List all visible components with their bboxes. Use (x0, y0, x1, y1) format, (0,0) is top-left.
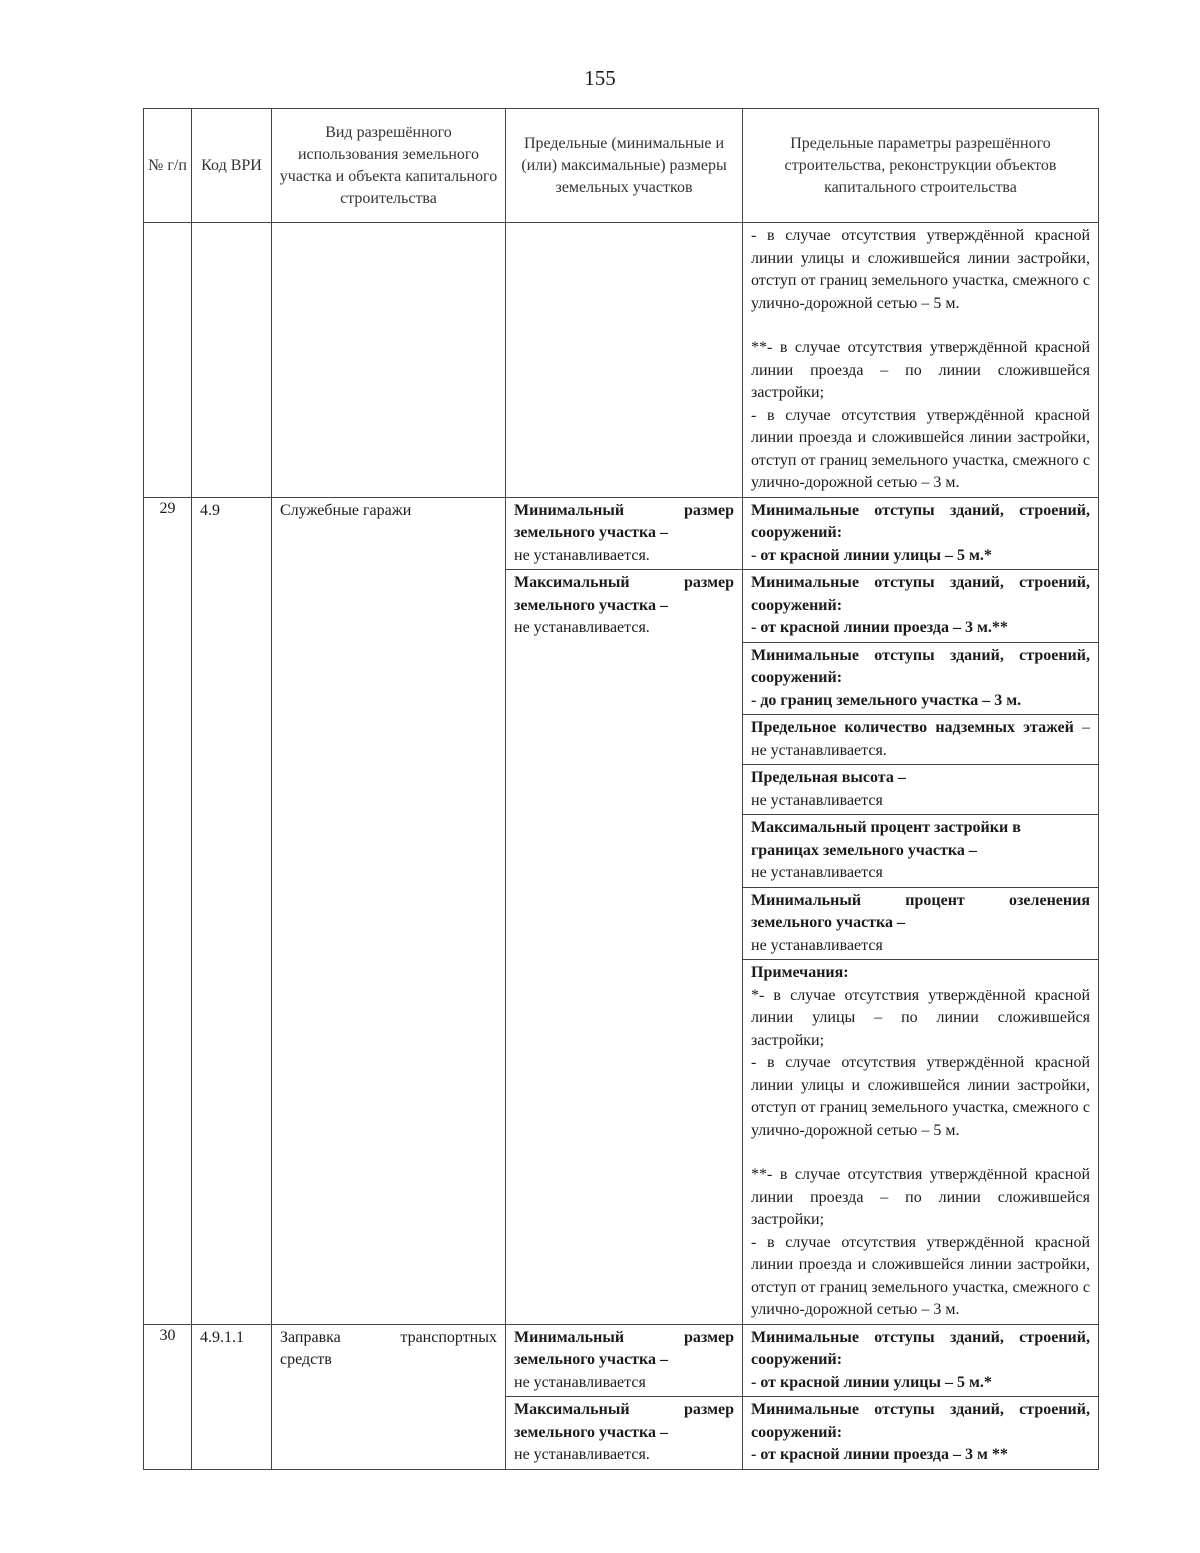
continuation-paragraph: **- в случае отсутствия утверждённой красной линии проезда – по линии сложившейся застройки; (751, 339, 1090, 401)
param-label: Минимальные отступы зданий, строений, сооружений: (751, 574, 1090, 614)
min-size-value: не устанавливается. (514, 546, 650, 564)
page-number: 155 (584, 66, 616, 90)
param-label: Минимальные отступы зданий, строений, сооружений: (751, 1401, 1090, 1441)
continuation-paragraph: - в случае отсутствия утверждённой красной линии улицы и сложившейся линии застройки, отступ от границ земельного участка, смежного с улично-дорожной сетью – 5 м. (751, 227, 1090, 312)
min-size-value: не устанавливается (514, 1373, 646, 1391)
table-row-29 (144, 497, 1099, 570)
row-type-name: Заправка транспортных средств (280, 1328, 497, 1368)
param-cell (743, 815, 1098, 887)
row-number: 29 (144, 497, 192, 1324)
notes-cell (743, 960, 1098, 1324)
max-size-cell (506, 570, 742, 642)
header-row (144, 109, 1099, 223)
param-label: Предельное количество надземных этажей (751, 719, 1074, 736)
continuation-row (144, 223, 1099, 498)
table-row-30 (144, 1324, 1099, 1397)
min-size-cell (506, 1325, 742, 1397)
param-cell (743, 643, 1098, 715)
param-value: не устанавливается (751, 936, 883, 954)
param-cell (743, 765, 1098, 814)
param-value: не устанавливается (751, 791, 883, 809)
param-value: - от красной линии улицы – 5 м.* (751, 1373, 992, 1391)
row-number: 30 (144, 1324, 192, 1469)
notes-title: Примечания: (751, 964, 849, 981)
param-value: - от красной линии проезда – 3 м.** (751, 619, 1008, 636)
max-size-cell (506, 1397, 742, 1469)
regulations-table (143, 108, 1099, 1470)
min-size-label: Минимальный размер земельного участка – (514, 501, 734, 541)
header-sizes: Предельные (минимальные и (или) максимальные) размеры земельных участков (506, 109, 743, 223)
header-num: № г/п (144, 109, 192, 223)
row-code: 4.9 (200, 501, 220, 519)
param-value: - до границ земельного участка – 3 м. (751, 691, 1022, 709)
param-cell (743, 1397, 1098, 1469)
param-label: Предельная высота – (751, 769, 906, 786)
param-cell (743, 498, 1098, 570)
param-value: - от красной линии улицы – 5 м.* (751, 546, 992, 564)
row-code: 4.9.1.1 (200, 1328, 244, 1346)
param-label: Минимальные отступы зданий, строений, сооружений: (751, 501, 1090, 541)
row-type-name: Служебные гаражи (280, 501, 412, 519)
param-label: Максимальный процент застройки в границах земельного участка – (751, 819, 1021, 859)
continuation-paragraph: - в случае отсутствия утверждённой красной линии проезда и сложившейся линии застройки, отступ от границ земельного участка, смежного с улично-дорожной сетью – 3 м. (751, 406, 1090, 491)
max-size-label: Максимальный размер земельного участка – (514, 574, 734, 614)
param-label: Минимальные отступы зданий, строений, сооружений: (751, 646, 1090, 686)
param-label: Минимальный процент озеленения земельного участка – (751, 891, 1090, 931)
header-code: Код ВРИ (192, 109, 272, 223)
max-size-value: не устанавливается. (514, 1446, 650, 1463)
param-cell (743, 1325, 1098, 1397)
header-type: Вид разрешённого использования земельного участка и объекта капитального строительства (272, 109, 506, 223)
header-params: Предельные параметры разрешённого строительства, реконструкции объектов капитального строительства (743, 109, 1099, 223)
max-size-value: не устанавливается. (514, 619, 650, 636)
note-item: - в случае отсутствия утверждённой красной линии проезда и сложившейся линии застройки, отступ от границ земельного участка, смежного с улично-дорожной сетью – 3 м. (751, 1233, 1090, 1318)
param-label: Минимальные отступы зданий, строений, сооружений: (751, 1328, 1090, 1368)
note-item: *- в случае отсутствия утверждённой красной линии улицы – по линии сложившейся застройки; (751, 986, 1090, 1049)
param-value: - от красной линии проезда – 3 м ** (751, 1446, 1008, 1463)
min-size-cell (506, 498, 742, 570)
param-cell (743, 570, 1098, 642)
param-value: – не устанавливается. (751, 719, 1090, 759)
continuation-text (743, 223, 1098, 497)
min-size-label: Минимальный размер земельного участка – (514, 1328, 734, 1368)
param-cell (743, 888, 1098, 960)
note-item: **- в случае отсутствия утверждённой красной линии проезда – по линии сложившейся застройки; (751, 1166, 1090, 1228)
param-cell (743, 715, 1098, 764)
max-size-label: Максимальный размер земельного участка – (514, 1401, 734, 1441)
param-value: не устанавливается (751, 864, 883, 881)
note-item: - в случае отсутствия утверждённой красной линии улицы и сложившейся линии застройки, отступ от границ земельного участка, смежного с улично-дорожной сетью – 5 м. (751, 1054, 1090, 1139)
